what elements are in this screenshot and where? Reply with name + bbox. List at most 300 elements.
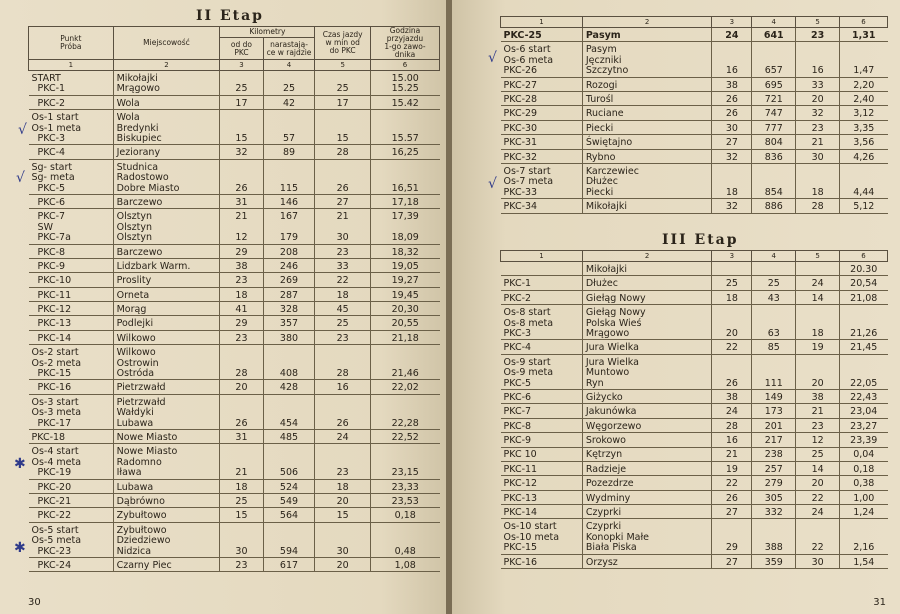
arrival-time: 5,12	[840, 199, 888, 213]
control-point: PKC-11	[29, 287, 114, 301]
header-km: Kilometry	[220, 27, 315, 38]
drive-time: 14	[796, 290, 840, 304]
control-point: Os-10 start Os-10 meta PKC-15	[501, 519, 583, 554]
km-cumulative: 111	[752, 354, 796, 389]
location: Rybno	[582, 149, 712, 163]
arrival-time: 1,54	[840, 554, 888, 568]
arrival-time: 1,47	[840, 42, 888, 77]
km-segment: 15	[220, 508, 263, 522]
drive-time: 18	[796, 305, 840, 340]
table-row	[29, 71, 440, 96]
km-segment: 18	[712, 290, 752, 304]
km-cumulative: 641	[752, 28, 796, 42]
drive-time: 23	[315, 330, 371, 344]
header-num-4: 4	[752, 17, 796, 28]
drive-time: 21	[796, 135, 840, 149]
table-row	[501, 447, 888, 461]
km-cumulative: 804	[752, 135, 796, 149]
location: Rozogi	[582, 77, 712, 91]
location: Pietrzwałd Wałdyki Lubawa	[113, 394, 220, 429]
drive-time: 18	[315, 479, 371, 493]
control-point: PKC-12	[501, 476, 583, 490]
drive-time: 30	[796, 149, 840, 163]
drive-time: 30	[796, 554, 840, 568]
control-point: PKC-29	[501, 106, 583, 120]
km-segment: 32	[220, 145, 263, 159]
km-cumulative: 564	[263, 508, 315, 522]
location: Mikołajki Mrągowo	[113, 71, 220, 96]
location: Zybułtowo	[113, 508, 220, 522]
drive-time: 19	[796, 340, 840, 354]
control-point: PKC-6	[29, 194, 114, 208]
header-num-3: 3	[712, 251, 752, 262]
drive-time: 30	[315, 522, 371, 557]
drive-time: 20	[796, 354, 840, 389]
km-segment: 24	[712, 404, 752, 418]
table-row	[501, 276, 888, 290]
km-cumulative: 747	[752, 106, 796, 120]
km-segment: 21	[220, 444, 263, 479]
table-row	[501, 354, 888, 389]
arrival-time: 17,18	[370, 194, 439, 208]
km-cumulative: 115	[263, 159, 315, 194]
km-segment: 31	[220, 194, 263, 208]
control-point: Os-9 start Os-9 meta PKC-5	[501, 354, 583, 389]
control-point: PKC-9	[29, 258, 114, 272]
km-cumulative: 408	[263, 345, 315, 380]
location: Dąbrówno	[113, 494, 220, 508]
km-cumulative: 25	[752, 276, 796, 290]
pen-check-mark: √	[18, 122, 27, 138]
arrival-time: 0,18	[840, 461, 888, 475]
km-cumulative: 149	[752, 389, 796, 403]
km-segment: 38	[220, 258, 263, 272]
location: Mikołajki	[582, 199, 712, 213]
arrival-time: 4,44	[840, 163, 888, 198]
table-row	[29, 145, 440, 159]
km-segment: 27	[712, 505, 752, 519]
arrival-time: 1,24	[840, 505, 888, 519]
arrival-time: 22,52	[370, 430, 439, 444]
table-row	[29, 444, 440, 479]
table-row	[501, 505, 888, 519]
km-cumulative: 695	[752, 77, 796, 91]
km-segment: 18	[220, 479, 263, 493]
drive-time: 17	[315, 95, 371, 109]
drive-time: 26	[315, 159, 371, 194]
arrival-time: 1,31	[840, 28, 888, 42]
arrival-time: 21,18	[370, 330, 439, 344]
drive-time: 24	[796, 505, 840, 519]
location: Kętrzyn	[582, 447, 712, 461]
location: Wydminy	[582, 490, 712, 504]
arrival-time: 0,18	[370, 508, 439, 522]
km-segment: 17	[220, 95, 263, 109]
km-segment: 25	[712, 276, 752, 290]
control-point: PKC-27	[501, 77, 583, 91]
location: Proslity	[113, 273, 220, 287]
arrival-time: 15.42	[370, 95, 439, 109]
arrival-time: 23,53	[370, 494, 439, 508]
drive-time: 25	[796, 447, 840, 461]
table-row	[29, 316, 440, 330]
km-cumulative: 89	[263, 145, 315, 159]
km-cumulative: 380	[263, 330, 315, 344]
arrival-time: 21,08	[840, 290, 888, 304]
control-point: PKC-31	[501, 135, 583, 149]
drive-time: 21	[796, 404, 840, 418]
km-cumulative: 328	[263, 302, 315, 316]
location: Jura Wielka	[582, 340, 712, 354]
drive-time: 33	[315, 258, 371, 272]
drive-time: 15	[315, 110, 371, 145]
drive-time: 28	[796, 199, 840, 213]
km-cumulative: 454	[263, 394, 315, 429]
drive-time: 45	[315, 302, 371, 316]
location: Giełąg Nowy Polska Wieś Mrągowo	[582, 305, 712, 340]
arrival-time: 2,40	[840, 91, 888, 105]
km-segment: 29	[220, 316, 263, 330]
km-segment: 26	[712, 490, 752, 504]
location: Pietrzwałd	[113, 380, 220, 394]
header-num-2: 2	[113, 60, 220, 71]
km-cumulative: 332	[752, 505, 796, 519]
location: Pasym Jęczniki Szczytno	[582, 42, 712, 77]
location: Dłużec	[582, 276, 712, 290]
table-row	[501, 42, 888, 77]
km-segment: 25	[220, 494, 263, 508]
stage-title-ii: II Etap	[196, 8, 264, 24]
location: Pasym	[582, 28, 712, 42]
header-num-1: 1	[29, 60, 114, 71]
location: Wola Bredynki Biskupiec	[113, 110, 220, 145]
km-segment: 28	[712, 418, 752, 432]
table-row	[501, 106, 888, 120]
km-cumulative: 269	[263, 273, 315, 287]
km-segment: 20	[712, 305, 752, 340]
km-segment: 27	[712, 135, 752, 149]
drive-time: 20	[796, 476, 840, 490]
location: Węgorzewo	[582, 418, 712, 432]
km-segment: 18	[220, 287, 263, 301]
arrival-time: 4,26	[840, 149, 888, 163]
table-row	[29, 557, 440, 571]
arrival-time: 1,00	[840, 490, 888, 504]
control-point: PKC-13	[29, 316, 114, 330]
pen-check-mark: √	[488, 176, 497, 192]
km-cumulative: 485	[263, 430, 315, 444]
arrival-time: 23,15	[370, 444, 439, 479]
table-row	[501, 461, 888, 475]
arrival-time: 15.57	[370, 110, 439, 145]
km-segment: 41	[220, 302, 263, 316]
km-segment: 22	[712, 340, 752, 354]
control-point: Os-2 start Os-2 meta PKC-15	[29, 345, 114, 380]
km-segment: 20	[220, 380, 263, 394]
drive-time	[796, 262, 840, 276]
km-cumulative: 279	[752, 476, 796, 490]
table-row	[29, 430, 440, 444]
drive-time: 28	[315, 145, 371, 159]
drive-time: 15	[315, 508, 371, 522]
location: Orzysz	[582, 554, 712, 568]
table-row	[501, 163, 888, 198]
header-num-6: 6	[840, 251, 888, 262]
control-point: PKC-6	[501, 389, 583, 403]
location: Srokowo	[582, 433, 712, 447]
km-segment: 19	[712, 461, 752, 475]
drive-time: 27	[315, 194, 371, 208]
table-row	[29, 345, 440, 380]
location: Jura Wielka Muntowo Ryn	[582, 354, 712, 389]
km-cumulative: 777	[752, 120, 796, 134]
km-cumulative: 657	[752, 42, 796, 77]
table-row	[29, 244, 440, 258]
arrival-time: 3,56	[840, 135, 888, 149]
table-row	[29, 394, 440, 429]
km-cumulative: 173	[752, 404, 796, 418]
stage-iii-table	[500, 250, 888, 569]
location: Lubawa	[113, 479, 220, 493]
control-point: Os-1 start Os-1 meta PKC-3	[29, 110, 114, 145]
header-num-5: 5	[315, 60, 371, 71]
location: Giełąg Nowy	[582, 290, 712, 304]
km-cumulative: 146	[263, 194, 315, 208]
km-segment: 16	[712, 433, 752, 447]
control-point: PKC-11	[501, 461, 583, 475]
km-segment: 23	[220, 330, 263, 344]
km-cumulative: 388	[752, 519, 796, 554]
control-point: START PKC-1	[29, 71, 114, 96]
arrival-time: 18,32	[370, 244, 439, 258]
location: Jeziorany	[113, 145, 220, 159]
km-segment: 21 12	[220, 209, 263, 244]
table-row	[29, 287, 440, 301]
table-row	[29, 95, 440, 109]
header-num-6: 6	[840, 17, 888, 28]
table-row	[501, 149, 888, 163]
table-row	[29, 380, 440, 394]
control-point: PKC-30	[501, 120, 583, 134]
km-cumulative: 208	[263, 244, 315, 258]
control-point: PKC-7	[501, 404, 583, 418]
location: Pozezdrze	[582, 476, 712, 490]
arrival-time: 22,02	[370, 380, 439, 394]
location: Zybułtowo Dziedziewo Nidzica	[113, 522, 220, 557]
location: Barczewo	[113, 244, 220, 258]
km-cumulative: 25	[263, 71, 315, 96]
arrival-time: 3,12	[840, 106, 888, 120]
km-cumulative: 524	[263, 479, 315, 493]
control-point	[501, 262, 583, 276]
control-point: PKC-2	[501, 290, 583, 304]
drive-time: 22	[315, 273, 371, 287]
arrival-time: 0,04	[840, 447, 888, 461]
table-row	[29, 258, 440, 272]
control-point: PKC-16	[501, 554, 583, 568]
km-segment: 15	[220, 110, 263, 145]
km-cumulative: 246	[263, 258, 315, 272]
header-num-3: 3	[712, 17, 752, 28]
right-page	[452, 0, 900, 614]
control-point: PKC-12	[29, 302, 114, 316]
control-point: Os-8 start Os-8 meta PKC-3	[501, 305, 583, 340]
location: Lidzbark Warm.	[113, 258, 220, 272]
drive-time: 23	[315, 244, 371, 258]
location: Wola	[113, 95, 220, 109]
arrival-time: 23,27	[840, 418, 888, 432]
km-cumulative: 428	[263, 380, 315, 394]
km-cumulative: 167 179	[263, 209, 315, 244]
header-num-4: 4	[263, 60, 315, 71]
location: Orneta	[113, 287, 220, 301]
control-point: PKC-8	[29, 244, 114, 258]
page-number-left: 30	[28, 597, 41, 608]
location: Radzieje	[582, 461, 712, 475]
arrival-time: 20.30	[840, 262, 888, 276]
km-segment: 26	[220, 394, 263, 429]
drive-time: 25	[315, 71, 371, 96]
km-cumulative: 506	[263, 444, 315, 479]
table-row	[501, 418, 888, 432]
km-segment: 21	[712, 447, 752, 461]
control-point: PKC-34	[501, 199, 583, 213]
location: Mikołajki	[582, 262, 712, 276]
control-point: Os-4 start Os-4 meta PKC-19	[29, 444, 114, 479]
control-point: PKC-7 SW PKC-7a	[29, 209, 114, 244]
km-segment: 26	[712, 106, 752, 120]
table-row	[501, 120, 888, 134]
table-row	[501, 519, 888, 554]
control-point: PKC-2	[29, 95, 114, 109]
table-row	[501, 404, 888, 418]
drive-time: 14	[796, 461, 840, 475]
km-segment: 24	[712, 28, 752, 42]
stage-title-iii: III Etap	[662, 232, 739, 248]
left-page	[0, 0, 448, 614]
km-segment: 32	[712, 149, 752, 163]
km-segment: 18	[712, 163, 752, 198]
drive-time: 22	[796, 519, 840, 554]
drive-time: 21 30	[315, 209, 371, 244]
control-point: Os-3 start Os-3 meta PKC-17	[29, 394, 114, 429]
stage-ii-continued-table	[500, 16, 888, 214]
drive-time: 18	[796, 163, 840, 198]
km-cumulative: 357	[263, 316, 315, 330]
km-cumulative: 886	[752, 199, 796, 213]
km-cumulative: 305	[752, 490, 796, 504]
km-segment: 23	[220, 273, 263, 287]
location: Giżycko	[582, 389, 712, 403]
pen-check-mark: √	[16, 170, 25, 186]
drive-time: 23	[315, 444, 371, 479]
km-segment: 23	[220, 557, 263, 571]
control-point: PKC-16	[29, 380, 114, 394]
control-point: PKC-28	[501, 91, 583, 105]
drive-time: 20	[315, 494, 371, 508]
arrival-time: 3,35	[840, 120, 888, 134]
km-cumulative: 594	[263, 522, 315, 557]
pen-check-mark: √	[488, 50, 497, 66]
km-cumulative: 287	[263, 287, 315, 301]
location: Ruciane	[582, 106, 712, 120]
location: Czyprki Konopki Małe Biała Piska	[582, 519, 712, 554]
km-segment: 25	[220, 71, 263, 96]
control-point: PKC-21	[29, 494, 114, 508]
km-segment: 27	[712, 554, 752, 568]
table-row	[29, 209, 440, 244]
control-point: PKC-1	[501, 276, 583, 290]
table-row	[501, 290, 888, 304]
table-row	[501, 77, 888, 91]
table-row	[29, 330, 440, 344]
control-point: PKC-10	[29, 273, 114, 287]
header-num-1: 1	[501, 251, 583, 262]
km-cumulative: 257	[752, 461, 796, 475]
location: Turośl	[582, 91, 712, 105]
location: Morąg	[113, 302, 220, 316]
drive-time: 23	[796, 418, 840, 432]
km-cumulative: 854	[752, 163, 796, 198]
table-row	[501, 433, 888, 447]
control-point: PKC-18	[29, 430, 114, 444]
arrival-time: 23,39	[840, 433, 888, 447]
table-row	[29, 508, 440, 522]
km-cumulative: 617	[263, 557, 315, 571]
table-row	[501, 554, 888, 568]
header-km-cumulative: narastają- ce w rajdzie	[263, 38, 315, 60]
arrival-time: 19,05	[370, 258, 439, 272]
arrival-time: 19,45	[370, 287, 439, 301]
pen-star-mark: ✱	[14, 540, 26, 556]
page-number-right: 31	[873, 597, 886, 608]
km-cumulative: 359	[752, 554, 796, 568]
km-cumulative: 836	[752, 149, 796, 163]
km-segment: 38	[712, 389, 752, 403]
km-cumulative: 85	[752, 340, 796, 354]
location: Olsztyn Olsztyn Olsztyn	[113, 209, 220, 244]
arrival-time: 23,04	[840, 404, 888, 418]
table-row	[501, 305, 888, 340]
header-num-4: 4	[752, 251, 796, 262]
control-point: PKC-25	[501, 28, 583, 42]
drive-time: 20	[796, 91, 840, 105]
control-point: PKC 10	[501, 447, 583, 461]
control-point: PKC-8	[501, 418, 583, 432]
km-cumulative: 42	[263, 95, 315, 109]
table-row	[29, 110, 440, 145]
table-row	[501, 389, 888, 403]
arrival-time: 17,39 18,09	[370, 209, 439, 244]
drive-time: 23	[796, 120, 840, 134]
control-point: PKC-14	[501, 505, 583, 519]
control-point: PKC-14	[29, 330, 114, 344]
header-num-1: 1	[501, 17, 583, 28]
table-row	[29, 159, 440, 194]
table-row	[29, 494, 440, 508]
km-segment: 26	[220, 159, 263, 194]
header-arrival: Godzina przyjazdu 1-go zawo- dnika	[370, 27, 439, 60]
location: Podlejki	[113, 316, 220, 330]
location: Karczewiec Dłużec Piecki	[582, 163, 712, 198]
arrival-time: 20,30	[370, 302, 439, 316]
km-cumulative: 201	[752, 418, 796, 432]
arrival-time: 15.00 15.25	[370, 71, 439, 96]
arrival-time: 16,25	[370, 145, 439, 159]
drive-time: 33	[796, 77, 840, 91]
header-point: Punkt Próba	[29, 27, 114, 60]
pen-star-mark: ✱	[14, 456, 26, 472]
